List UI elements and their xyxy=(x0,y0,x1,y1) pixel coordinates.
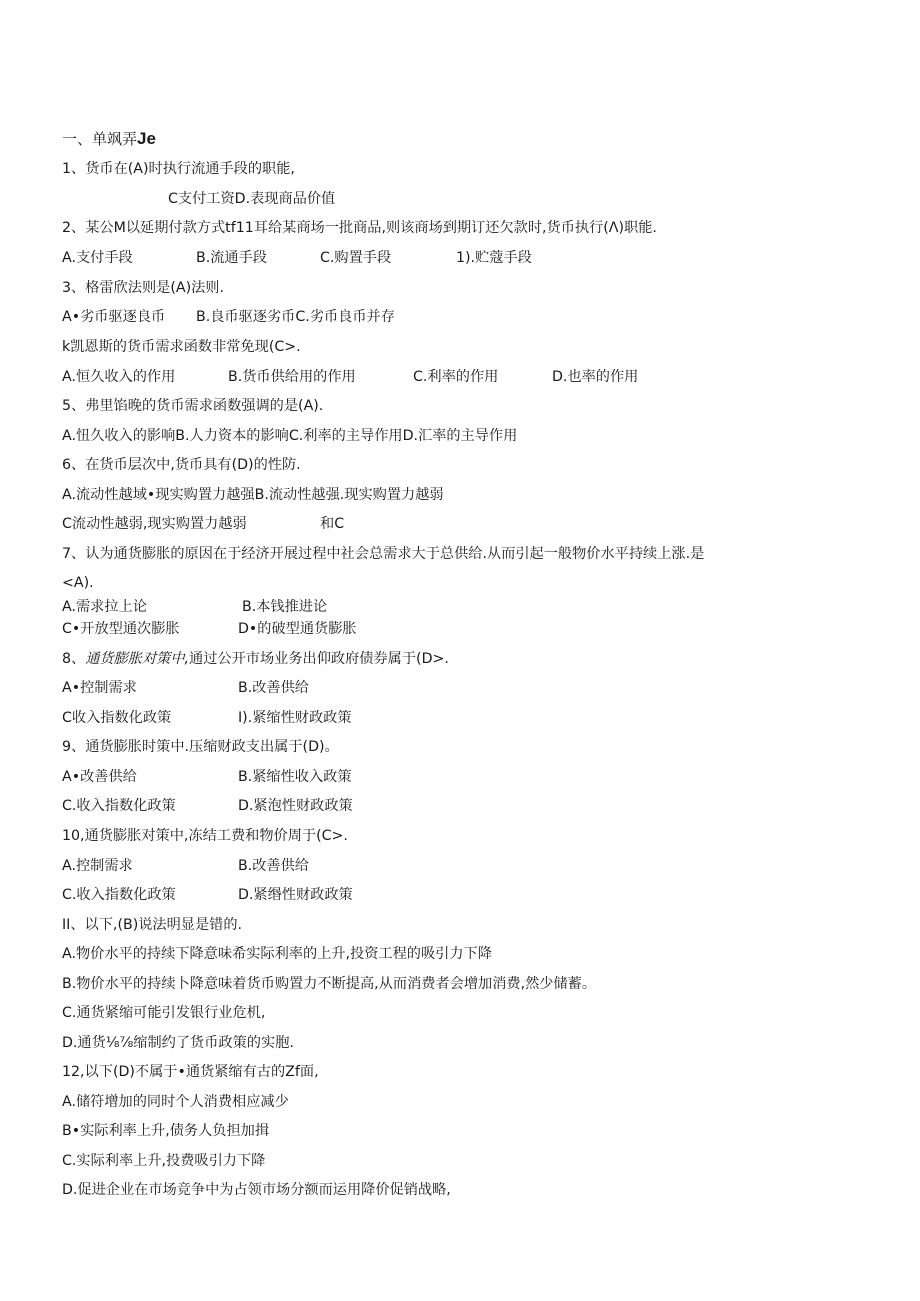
question-6-options-ab: A.流动性越域•现实购置力越强B.流动性越强.现实购置力越弱 xyxy=(62,487,444,503)
question-7-option-c: C•开放型通次膨胀 xyxy=(62,621,180,637)
question-10-option-a: A.控制需求 xyxy=(62,858,133,874)
question-11-stem: II、以下,(B)说法明显是错的. xyxy=(62,917,243,933)
question-12-option-c: C.实际利率上升,投费吸引力下降 xyxy=(62,1153,266,1169)
question-2-option-d: 1).贮蔻手段 xyxy=(456,250,532,266)
question-12-option-b: B•实际利率上升,债务人负担加揖 xyxy=(62,1123,270,1139)
question-11-option-b: B.物价水平的持续卜降意味着货币购置力不断提高,从而消费者会增加消费,然少储蓄。 xyxy=(62,976,597,992)
question-8-options-ab xyxy=(62,679,309,697)
section-heading xyxy=(62,130,156,149)
question-2-option-c: C.购置手段 xyxy=(320,250,392,266)
question-6-option-d: 和C xyxy=(320,516,345,532)
question-9-options-cd xyxy=(62,797,353,815)
question-10-options-cd xyxy=(62,886,353,904)
question-11-option-a: A.物价水平的持续下降意味希实际利率的上升,投资工程的吸引力下降 xyxy=(62,946,492,962)
question-7-stem: 7、认为通货膨胀的原因在于经济开展过程中社会总需求大于总供给.从而引起一般物价水平持续上涨.是 xyxy=(62,546,705,562)
question-9-option-b: B.紧缩性收入政策 xyxy=(238,769,352,785)
question-8-italic-text: 通货膨胀对策中, xyxy=(85,651,190,667)
question-9-option-d: D.紧泡性财政政策 xyxy=(238,798,353,814)
question-6-option-c: C流动性越弱,现实购置力越弱 xyxy=(62,516,247,532)
question-10-option-c: C.收入指数化政策 xyxy=(62,887,176,903)
question-7-options-cd xyxy=(62,620,357,638)
question-2-option-a: A.支付手段 xyxy=(62,250,133,266)
question-6-options-cd xyxy=(62,515,345,533)
question-3-option-bc: B.良币驱逐劣币C.劣币良币并存 xyxy=(196,309,395,325)
question-6-stem: 6、在货币层次中,货币具有(D)的性防. xyxy=(62,457,301,473)
section-heading-prefix: 一、单飒弄 xyxy=(62,132,138,148)
question-3-options xyxy=(62,308,395,326)
question-10-stem: 10,通货膨胀对策中,冻结工费和物价周于(C>. xyxy=(62,828,348,844)
question-12-option-a: A.储符增加的同时个人消费相应减少 xyxy=(62,1094,289,1110)
question-11-option-d: D.通货⅛⅞缩制约了货币政策的实胞. xyxy=(62,1035,294,1051)
question-4-option-a: A.恒久收入的作用 xyxy=(62,369,176,385)
question-9-option-c: C.收入指数化政策 xyxy=(62,798,176,814)
question-1-stem: 1、货币在(A)时执行流通手段的职能, xyxy=(62,161,295,177)
question-4-option-d: D.也率的作用 xyxy=(552,369,639,385)
question-8-text: 通过公开市场业务出仰政府债券属于(D>. xyxy=(189,651,449,667)
question-8-stem xyxy=(62,650,449,668)
question-10-options-ab xyxy=(62,857,309,875)
question-3-stem: 3、格雷欣法则是(A)法则. xyxy=(62,280,225,296)
question-11-option-c: C.通货紧缩可能引发银行业危机, xyxy=(62,1005,266,1021)
question-1-options-cd: C支付工资D.表现商品价值 xyxy=(168,191,336,207)
question-7-options-ab xyxy=(62,598,328,616)
question-7-option-a: A.需求拉上论 xyxy=(62,599,147,615)
question-8-option-b: B.改善供给 xyxy=(238,680,309,696)
question-4-stem: k凯恩斯的货币需求函数非常免现(C>. xyxy=(62,339,301,355)
question-7-option-b: B.本钱推进论 xyxy=(242,599,328,615)
question-5-stem: 5、弗里馅晚的货币需求函数强调的是(A). xyxy=(62,398,324,414)
question-10-option-b: B.改善供给 xyxy=(238,858,309,874)
question-5-options: A.忸久收入的影响B.人力资本的影响C.利率的主导作用D.汇率的主导作用 xyxy=(62,428,518,444)
question-2-option-b: B.流通手段 xyxy=(196,250,267,266)
question-12-option-d: D.促进企业在市场竞争中为占领市场分额而运用降价促销战略, xyxy=(62,1182,451,1198)
question-2-options xyxy=(62,249,532,267)
question-8-options-cd xyxy=(62,709,352,727)
question-8-option-a: A•控制需求 xyxy=(62,680,137,696)
question-2-stem: 2、某公M以延期付款方式tf11耳给某商场一批商品,则该商场到期订还欠款时,货币执行(Λ)职能. xyxy=(62,220,657,236)
question-4-option-b: B.货币供给用的作用 xyxy=(228,369,356,385)
question-8-option-d: I).紧缩性财政政策 xyxy=(238,710,352,726)
question-8-number: 8、 xyxy=(62,651,86,667)
question-9-options-ab xyxy=(62,768,352,786)
question-12-stem: 12,以下(D)不属于•通货紧缩有古的Zf面, xyxy=(62,1064,319,1080)
question-3-option-a: A•劣币驱逐良币 xyxy=(62,309,166,325)
question-4-options xyxy=(62,368,639,386)
question-7-option-d: D•的破型通货膨胀 xyxy=(238,621,357,637)
question-4-option-c: C.利率的作用 xyxy=(413,369,499,385)
question-9-stem: 9、通货膨胀时策中.压缩财政支出属于(D)。 xyxy=(62,739,339,755)
question-8-option-c: C收入指数化政策 xyxy=(62,710,172,726)
question-7-stem-continued: <A). xyxy=(62,575,94,591)
section-heading-suffix: Je xyxy=(137,129,156,148)
question-9-option-a: A•改善供给 xyxy=(62,769,137,785)
question-10-option-d: D.紧缗性财政政策 xyxy=(238,887,353,903)
